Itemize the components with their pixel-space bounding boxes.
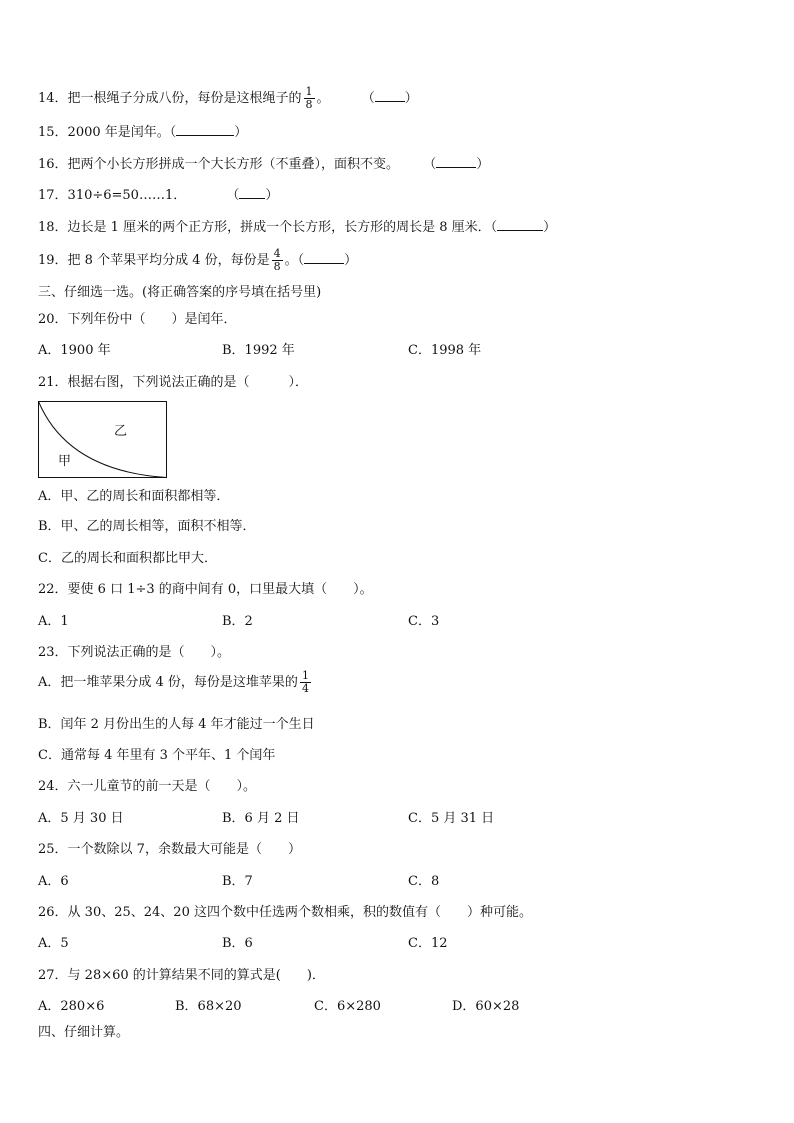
answer-blank-19[interactable]: [304, 251, 344, 264]
option-25-b[interactable]: B．7: [222, 874, 253, 889]
option-26-a[interactable]: A．5: [38, 936, 69, 951]
question-19: 19．把 8 个苹果平均分成 4 份，每份是 $\frac{4}{8}$ 。（ ）: [38, 247, 358, 273]
option-21-a[interactable]: A．甲、乙的周长和面积都相等．: [38, 489, 230, 504]
option-20-a[interactable]: A．1900 年: [38, 343, 111, 358]
question-14: 14．把一根绳子分成八份，每份是这根绳子的 $\frac{1}{8}$ 。 （ ）: [38, 85, 418, 111]
option-27-a[interactable]: A．280×6: [38, 999, 105, 1014]
option-22-b[interactable]: B．2: [222, 614, 253, 629]
option-24-c[interactable]: C．5 月 31 日: [408, 811, 495, 826]
option-27-d[interactable]: D．60×28: [452, 999, 520, 1014]
option-22-a[interactable]: A．1: [38, 614, 69, 629]
option-27-b[interactable]: B．68×20: [175, 999, 242, 1014]
option-27-c[interactable]: C．6×280: [314, 999, 381, 1014]
question-18: 18．边长是 1 厘米的两个正方形，拼成一个长方形，长方形的周长是 8 厘米．（ ）: [38, 220, 557, 235]
option-23-c[interactable]: C．通常每 4 年里有 3 个平年、1 个闰年: [38, 748, 276, 763]
question-14-text: 14．把一根绳子分成八份，每份是这根绳子的: [38, 91, 302, 106]
answer-blank-15[interactable]: [176, 123, 234, 136]
option-20-b[interactable]: B．1992 年: [222, 343, 295, 358]
fraction-1-8: $\frac{1}{8}$: [305, 85, 313, 111]
figure-label-yi: 乙: [114, 424, 128, 439]
question-27-stem: 27．与 28×60 的计算结果不同的算式是( )．: [38, 968, 325, 983]
option-23-b[interactable]: B．闰年 2 月份出生的人每 4 年才能过一个生日: [38, 717, 315, 732]
answer-blank-17[interactable]: （ ）: [226, 188, 279, 203]
section-4-heading: 四、仔细计算。: [38, 1025, 130, 1040]
fraction-4-8: $\frac{4}{8}$: [273, 247, 281, 273]
question-17: [38, 186, 278, 205]
answer-blank-18[interactable]: [497, 218, 543, 231]
figure-label-jia: 甲: [58, 454, 72, 469]
question-24-stem: 24．六一儿童节的前一天是（ ）。: [38, 779, 257, 794]
option-24-b[interactable]: B．6 月 2 日: [222, 811, 300, 826]
question-25-stem: 25．一个数除以 7，余数最大可能是（ ）: [38, 842, 301, 857]
question-18-text: 18．边长是 1 厘米的两个正方形，拼成一个长方形，长方形的周长是 8 厘米．（: [38, 220, 498, 235]
question-16: [38, 155, 489, 174]
option-25-a[interactable]: A．6: [38, 874, 69, 889]
option-22-c[interactable]: C．3: [408, 614, 440, 629]
question-15-text: 15．2000 年是闰年。（: [38, 125, 177, 140]
rectangle-figure: [38, 401, 168, 483]
question-19-text: 19．把 8 个苹果平均分成 4 份，每份是: [38, 253, 270, 268]
option-26-c[interactable]: C．12: [408, 936, 448, 951]
question-16-text: 16．把两个小长方形拼成一个大长方形（不重叠），面积不变。: [38, 157, 400, 172]
option-24-a[interactable]: A．5 月 30 日: [38, 811, 124, 826]
rectangle-arc-diagram: [38, 401, 168, 479]
option-21-b[interactable]: B．甲、乙的周长相等，面积不相等．: [38, 519, 256, 534]
answer-blank-14[interactable]: （ ）: [361, 91, 418, 106]
option-23-a[interactable]: A．把一堆苹果分成 4 份，每份是这堆苹果的 $\frac{1}{4}$: [38, 669, 309, 695]
question-23-stem: 23．下列说法正确的是（ ）。: [38, 645, 231, 660]
section-3-heading: 三、仔细选一选。(将正确答案的序号填在括号里): [38, 285, 322, 300]
option-26-b[interactable]: B．6: [222, 936, 253, 951]
question-26-stem: 26．从 30、25、24、20 这四个数中任选两个数相乘，积的数值有（ ）种可能。: [38, 905, 532, 920]
question-15: 15．2000 年是闰年。（ ）: [38, 125, 248, 140]
answer-blank-16[interactable]: （ ）: [423, 157, 490, 172]
option-21-c[interactable]: C．乙的周长和面积都比甲大．: [38, 551, 217, 566]
question-21-stem: 21．根据右图，下列说法正确的是（ ）．: [38, 375, 309, 390]
option-20-c[interactable]: C．1998 年: [408, 343, 482, 358]
question-22-stem: 22．要使 6 口 1÷3 的商中间有 0，口里最大填（ ）。: [38, 582, 373, 597]
question-17-text: 17．310÷6=50……1．: [38, 188, 187, 203]
question-20-stem: 20．下列年份中（ ）是闰年．: [38, 312, 237, 327]
fraction-1-4: $\frac{1}{4}$: [301, 669, 309, 695]
option-25-c[interactable]: C．8: [408, 874, 440, 889]
